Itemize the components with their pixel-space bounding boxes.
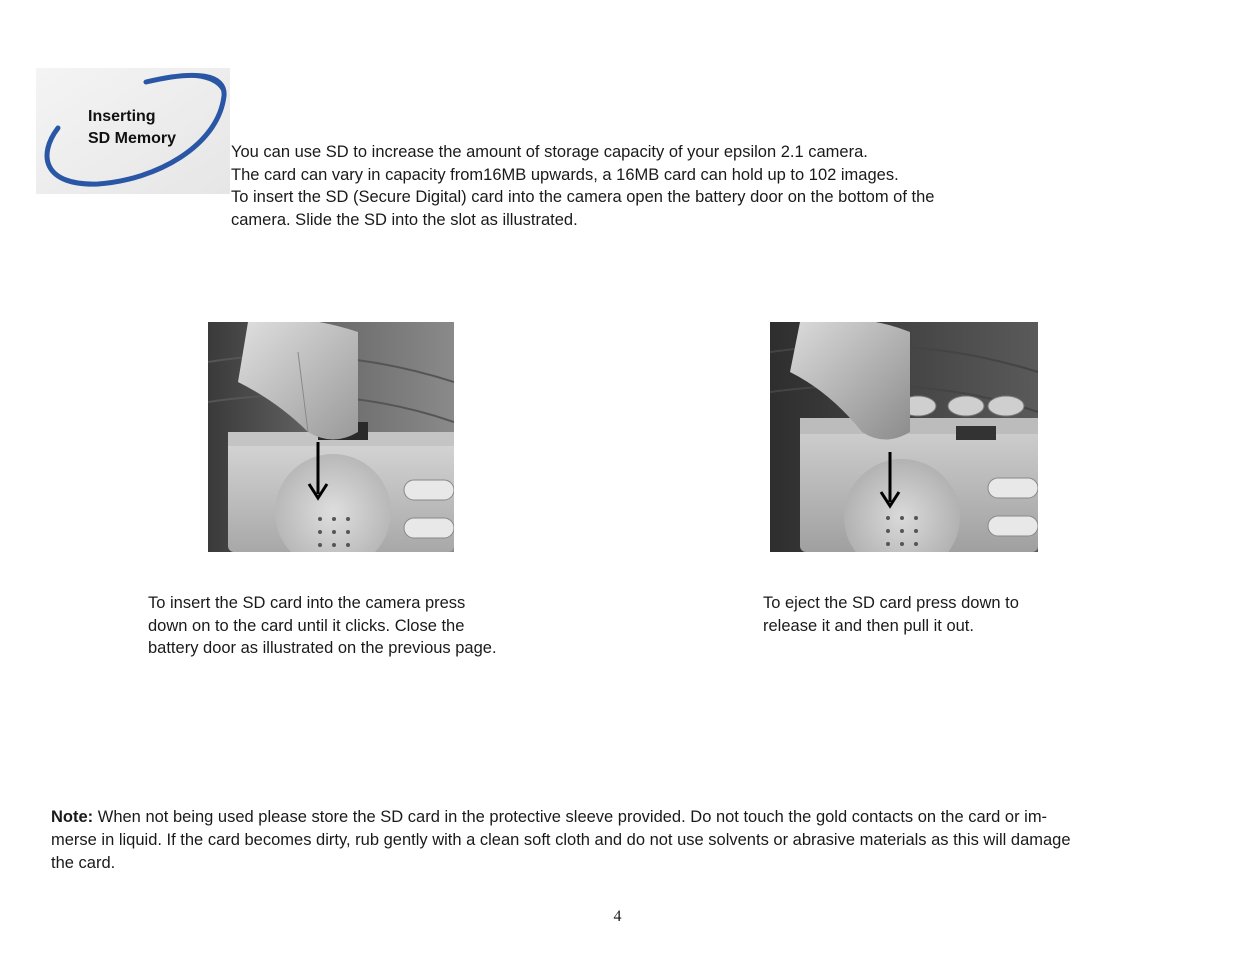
eject-card-photo [770, 322, 1038, 552]
caption-line: release it and then pull it out. [763, 616, 974, 635]
section-title-line2: SD Memory [88, 130, 177, 147]
caption-line: down on to the card until it clicks. Close the [148, 616, 465, 635]
note-line [51, 806, 1191, 829]
intro-line: camera. Slide the SD into the slot as illustrated. [231, 210, 578, 229]
caption-line: To eject the SD card press down to [763, 594, 1019, 612]
section-title [88, 106, 176, 150]
caption-line: battery door as illustrated on the previous page. [148, 639, 497, 657]
section-title-line1: Inserting [88, 108, 156, 125]
note-line: the card. [51, 854, 116, 872]
caption-line: To insert the SD card into the camera press [148, 594, 466, 612]
section-badge [36, 68, 230, 194]
intro-paragraph [231, 141, 1051, 231]
eject-caption [763, 592, 1083, 637]
intro-line: To insert the SD (Secure Digital) card into the camera open the battery door on the bottom of the [231, 188, 935, 206]
note-label: Note: [51, 808, 94, 826]
insert-caption [148, 592, 548, 660]
intro-line: The card can vary in capacity from16MB upwards, a 16MB card can hold up to 102 images. [231, 165, 899, 184]
care-note [51, 806, 1191, 875]
note-line: merse in liquid. If the card becomes dirty, rub gently with a clean soft cloth and do not use solvents or abrasive materials as this will damage [51, 831, 1071, 849]
insert-card-photo [208, 322, 454, 552]
note-text: When not being used please store the SD card in the protective sleeve provided. Do not touch the gold contacts on the card or im- [93, 808, 1048, 826]
intro-line: You can use SD to increase the amount of storage capacity of your epsilon 2.1 camera. [231, 143, 868, 161]
page-number: 4 [613, 908, 622, 925]
